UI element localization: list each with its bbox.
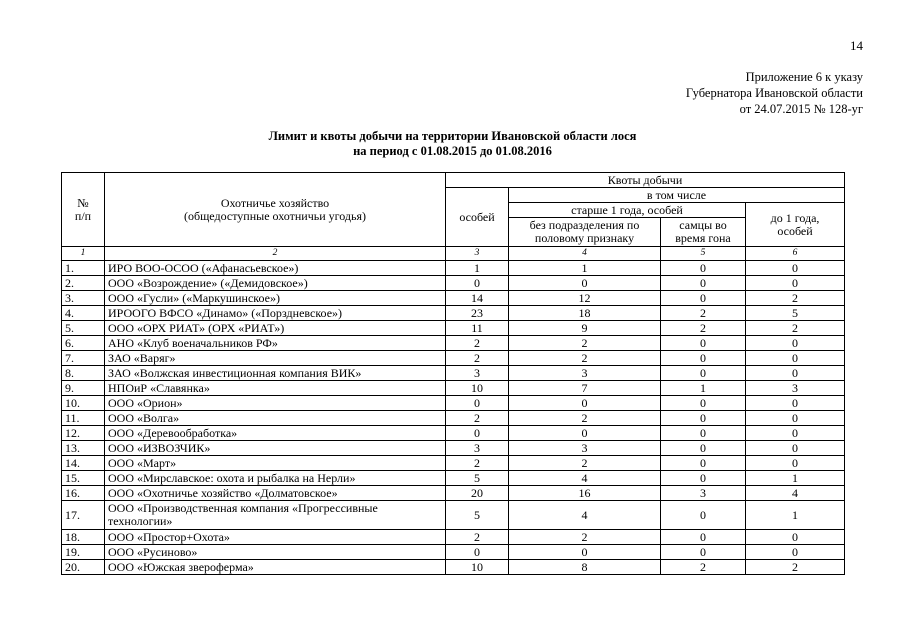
quota-no-sex-division: 0 <box>509 545 661 560</box>
quota-total: 10 <box>446 381 509 396</box>
quota-males-rut: 0 <box>661 366 746 381</box>
table-row <box>62 261 845 276</box>
hunting-farm-name: ООО «Производственная компания «Прогрессивные технологии» <box>105 501 446 530</box>
quota-males-rut: 0 <box>661 456 746 471</box>
quota-males-rut: 0 <box>661 426 746 441</box>
quota-no-sex-division: 18 <box>509 306 661 321</box>
hunting-farm-name: ООО «ИЗВОЗЧИК» <box>105 441 446 456</box>
quota-males-rut: 0 <box>661 276 746 291</box>
page-number: 14 <box>850 38 863 53</box>
quota-males-rut: 0 <box>661 351 746 366</box>
table-row <box>62 351 845 366</box>
quota-under-1: 0 <box>746 426 845 441</box>
table-row <box>62 545 845 560</box>
quota-under-1: 0 <box>746 411 845 426</box>
quota-no-sex-division: 9 <box>509 321 661 336</box>
quota-males-rut: 1 <box>661 381 746 396</box>
quota-under-1: 0 <box>746 396 845 411</box>
row-number: 3. <box>62 291 105 306</box>
row-number: 17. <box>62 501 105 530</box>
quota-no-sex-division: 16 <box>509 486 661 501</box>
quota-total: 20 <box>446 486 509 501</box>
quota-males-rut: 0 <box>661 545 746 560</box>
quota-no-sex-division: 4 <box>509 471 661 486</box>
row-number: 11. <box>62 411 105 426</box>
hunting-farm-name: ООО «Охотничье хозяйство «Долматовское» <box>105 486 446 501</box>
quota-under-1: 0 <box>746 351 845 366</box>
quota-total: 2 <box>446 456 509 471</box>
quota-under-1: 1 <box>746 501 845 530</box>
hunting-farm-name: ООО «ОРХ РИАТ» (ОРХ «РИАТ») <box>105 321 446 336</box>
quota-total: 2 <box>446 351 509 366</box>
table-row <box>62 530 845 545</box>
quota-total: 0 <box>446 396 509 411</box>
quota-total: 5 <box>446 501 509 530</box>
table-row <box>62 486 845 501</box>
row-number: 15. <box>62 471 105 486</box>
hunting-farm-name: ЗАО «Волжская инвестиционная компания ВИК» <box>105 366 446 381</box>
row-number: 2. <box>62 276 105 291</box>
row-number: 12. <box>62 426 105 441</box>
header-no-sex-division: без подразделения по половому признаку <box>509 218 661 247</box>
quota-no-sex-division: 1 <box>509 261 661 276</box>
hunting-farm-name: НПОиР «Славянка» <box>105 381 446 396</box>
hunting-farm-name: ООО «Волга» <box>105 411 446 426</box>
quota-under-1: 2 <box>746 560 845 575</box>
header-number: № п/п <box>62 173 105 247</box>
table-row <box>62 471 845 486</box>
row-number: 16. <box>62 486 105 501</box>
table-row <box>62 396 845 411</box>
quota-no-sex-division: 0 <box>509 396 661 411</box>
quota-under-1: 3 <box>746 381 845 396</box>
quota-under-1: 4 <box>746 486 845 501</box>
table-row <box>62 321 845 336</box>
quota-males-rut: 0 <box>661 501 746 530</box>
hunting-farm-name: ООО «Южская звероферма» <box>105 560 446 575</box>
row-number: 13. <box>62 441 105 456</box>
header-males-during-rut: самцы во время гона <box>661 218 746 247</box>
quota-no-sex-division: 0 <box>509 276 661 291</box>
row-number: 1. <box>62 261 105 276</box>
column-index-row <box>62 247 845 261</box>
hunting-farm-name: АНО «Клуб военачальников РФ» <box>105 336 446 351</box>
quota-males-rut: 2 <box>661 560 746 575</box>
quota-males-rut: 0 <box>661 411 746 426</box>
row-number: 18. <box>62 530 105 545</box>
quota-total: 3 <box>446 441 509 456</box>
appendix-line-2: Губернатора Ивановской области <box>685 86 863 100</box>
quota-under-1: 0 <box>746 530 845 545</box>
appendix-header <box>686 69 863 117</box>
quota-total: 2 <box>446 336 509 351</box>
hunting-farm-name: ООО «Мирславское: охота и рыбалка на Нерли» <box>105 471 446 486</box>
row-number: 5. <box>62 321 105 336</box>
quota-males-rut: 2 <box>661 306 746 321</box>
quota-total: 1 <box>446 261 509 276</box>
table-row <box>62 456 845 471</box>
row-number: 8. <box>62 366 105 381</box>
table-row <box>62 411 845 426</box>
quota-under-1: 2 <box>746 321 845 336</box>
row-number: 19. <box>62 545 105 560</box>
appendix-line-1: Приложение 6 к указу <box>745 70 863 84</box>
quota-total: 0 <box>446 426 509 441</box>
table-row <box>62 381 845 396</box>
quota-males-rut: 0 <box>661 471 746 486</box>
header-older-than-1: старше 1 года, особей <box>509 203 746 218</box>
quota-males-rut: 0 <box>661 530 746 545</box>
quota-total: 5 <box>446 471 509 486</box>
hunting-farm-name: ООО «Гусли» («Маркушинское») <box>105 291 446 306</box>
quota-males-rut: 0 <box>661 396 746 411</box>
column-index: 3 <box>446 247 509 261</box>
header-animals: особей <box>446 188 509 247</box>
hunting-farm-name: ООО «Март» <box>105 456 446 471</box>
quota-total: 11 <box>446 321 509 336</box>
quota-total: 14 <box>446 291 509 306</box>
quota-males-rut: 2 <box>661 321 746 336</box>
table-row <box>62 366 845 381</box>
quota-under-1: 0 <box>746 366 845 381</box>
hunting-farm-name: ООО «Простор+Охота» <box>105 530 446 545</box>
quota-table <box>61 172 845 575</box>
quota-no-sex-division: 2 <box>509 411 661 426</box>
row-number: 14. <box>62 456 105 471</box>
quota-total: 3 <box>446 366 509 381</box>
hunting-farm-name: ИРООГО ВФСО «Динамо» («Порздневское») <box>105 306 446 321</box>
row-number: 4. <box>62 306 105 321</box>
quota-no-sex-division: 3 <box>509 366 661 381</box>
hunting-farm-name: ООО «Деревообработка» <box>105 426 446 441</box>
quota-males-rut: 3 <box>661 486 746 501</box>
quota-no-sex-division: 12 <box>509 291 661 306</box>
title-line-2: на период с 01.08.2015 до 01.08.2016 <box>353 144 552 158</box>
header-under-1: до 1 года, особей <box>746 203 845 247</box>
quota-males-rut: 0 <box>661 336 746 351</box>
document-title <box>0 129 905 159</box>
table-row <box>62 560 845 575</box>
quota-under-1: 0 <box>746 336 845 351</box>
quota-total: 10 <box>446 560 509 575</box>
quota-no-sex-division: 0 <box>509 426 661 441</box>
quota-no-sex-division: 8 <box>509 560 661 575</box>
quota-total: 23 <box>446 306 509 321</box>
quota-no-sex-division: 4 <box>509 501 661 530</box>
row-number: 10. <box>62 396 105 411</box>
quota-no-sex-division: 2 <box>509 336 661 351</box>
table-row <box>62 306 845 321</box>
quota-males-rut: 0 <box>661 291 746 306</box>
quota-under-1: 0 <box>746 441 845 456</box>
column-index: 1 <box>62 247 105 261</box>
quota-no-sex-division: 7 <box>509 381 661 396</box>
hunting-farm-name: ЗАО «Варяг» <box>105 351 446 366</box>
column-index: 4 <box>509 247 661 261</box>
quota-under-1: 5 <box>746 306 845 321</box>
quota-no-sex-division: 2 <box>509 530 661 545</box>
row-number: 9. <box>62 381 105 396</box>
header-including: в том числе <box>509 188 845 203</box>
quota-under-1: 0 <box>746 545 845 560</box>
column-index: 2 <box>105 247 446 261</box>
quota-under-1: 0 <box>746 276 845 291</box>
quota-under-1: 2 <box>746 291 845 306</box>
quota-no-sex-division: 3 <box>509 441 661 456</box>
quota-no-sex-division: 2 <box>509 351 661 366</box>
quota-under-1: 0 <box>746 261 845 276</box>
hunting-farm-name: ООО «Русиново» <box>105 545 446 560</box>
quota-males-rut: 0 <box>661 441 746 456</box>
row-number: 6. <box>62 336 105 351</box>
table-row <box>62 426 845 441</box>
row-number: 7. <box>62 351 105 366</box>
table-row <box>62 501 845 530</box>
header-quotas: Квоты добычи <box>446 173 845 188</box>
table-row <box>62 441 845 456</box>
quota-total: 2 <box>446 411 509 426</box>
column-index: 5 <box>661 247 746 261</box>
column-index: 6 <box>746 247 845 261</box>
quota-total: 0 <box>446 545 509 560</box>
quota-total: 0 <box>446 276 509 291</box>
table-row <box>62 336 845 351</box>
table-row <box>62 276 845 291</box>
quota-total: 2 <box>446 530 509 545</box>
quota-under-1: 0 <box>746 456 845 471</box>
quota-no-sex-division: 2 <box>509 456 661 471</box>
quota-under-1: 1 <box>746 471 845 486</box>
hunting-farm-name: ИРО ВОО-ОСОО («Афанасьевское») <box>105 261 446 276</box>
row-number: 20. <box>62 560 105 575</box>
hunting-farm-name: ООО «Возрождение» («Демидовское») <box>105 276 446 291</box>
header-hunting-farm: Охотничье хозяйство (общедоступные охотничьи угодья) <box>105 173 446 247</box>
title-line-1: Лимит и квоты добычи на территории Ивановской области лося <box>268 129 637 143</box>
table-row <box>62 291 845 306</box>
quota-males-rut: 0 <box>661 261 746 276</box>
appendix-line-3: от 24.07.2015 № 128-уг <box>739 102 863 116</box>
hunting-farm-name: ООО «Орион» <box>105 396 446 411</box>
